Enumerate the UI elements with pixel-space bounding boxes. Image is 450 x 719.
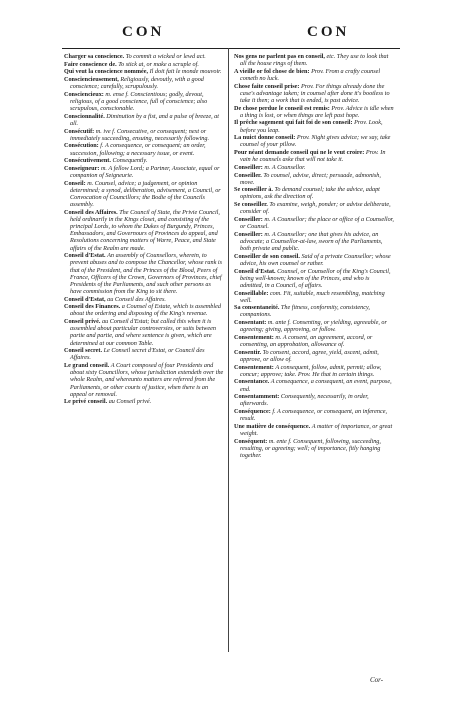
entry-definition: a Counsel of Estate, which is assembled about the ordering and disposing of the King's revenue. (70, 303, 221, 318)
entry-headword: Consciencieux: (64, 90, 104, 98)
entry-definition: Prov. For things already done the case's advantage taken; in counsel after done it's bootless to take it then; a work that is ended, is past advice. (240, 82, 390, 104)
entry-definition: To counsel, advise, direct; persuade, admonish, move. (240, 171, 381, 186)
entry-definition: Diminution by a fist, and a pulse of breeze, at all. (70, 112, 219, 127)
entry-headword: Le privé conseil. (64, 398, 108, 406)
dictionary-entry (64, 347, 224, 361)
entry-definition: A Court composed of four Presidents and about sixty Councillors, whose jurisdiction extendeth over the whole Realm, and whereunto matters are referred from the Parliaments, or other courts of justice, when there is an appeal or removal. (70, 362, 224, 398)
entry-headword: Une matière de conséquence. (234, 422, 311, 430)
entry-headword: Nos gens ne parlent pas en conseil, (234, 53, 325, 60)
dictionary-entry (234, 253, 394, 267)
entry-definition: m. ense f. Conscientious; godly, devout, religious, of a good conscience, full of conscience; also scrupulous, conscionable. (70, 90, 208, 113)
entry-headword: Consentamment: (234, 393, 280, 401)
entry-headword: Conseiller: (234, 163, 263, 171)
dictionary-entry (234, 216, 394, 230)
dictionary-entry (64, 303, 224, 317)
entry-definition: An assembly of Counsellors, wherein, to prevent abuses and to compose the Chancellor, whose rank is that of the President, and the Princes of the Blood, Peers of France, Officers of the Crown, Governors of Provinces, chief Presidents of the Parliaments, and such other persons as have commission from the King to sit there. (70, 252, 223, 295)
entry-definition: To examine, weigh, ponder; or advise deliberate, consider of. (240, 201, 391, 216)
entry-definition: m. Counsel, advice; a judgement, or opinion determined; a synod, deliberation, advisement, a Council, or Convocation of Councillors; the Bodie of the Councils assembly. (70, 179, 221, 209)
entry-headword: Consécutivement. (64, 157, 111, 165)
entry-definition: A matter of importance, or great weight. (240, 422, 393, 437)
entry-headword: Conseil d'Estat. (64, 252, 106, 260)
entry-definition: Prov. Look, before you leap. (240, 119, 383, 134)
entry-definition: m. A fellow Lord; a Partner, Associate, equal or companion of Seigneurie. (70, 164, 220, 179)
dictionary-entry (64, 157, 224, 164)
dictionary-entry (64, 113, 224, 127)
entry-headword: Conseillable: (234, 289, 269, 297)
entry-definition: A consequent, follow, admit, permit; allow, concur; approve; take. Prov. He that in certain things. (240, 363, 382, 378)
entry-headword: Consentir. (234, 348, 262, 356)
entry-definition: m. A Counsellor; one that gives his advice, an advocate; a Counsellor-at-law, sworn of the Parliaments, both private and public. (240, 230, 383, 253)
entry-headword: Consécution: (64, 142, 99, 150)
entry-headword: Consentement: (234, 333, 274, 341)
dictionary-entry (64, 318, 224, 347)
entry-definition: m. ive f. Consecutive, or consequent; next or immediately succeeding, ensuing, necessarily following. (70, 127, 210, 142)
entry-headword: Consciencieusement, (64, 75, 119, 83)
dictionary-entry (234, 319, 394, 333)
entry-headword: Le grand conseil. (64, 362, 110, 370)
entry-headword: Faire conscience de. (64, 60, 117, 68)
dictionary-entry (64, 128, 224, 142)
dictionary-entry (234, 334, 394, 348)
entry-definition: To consent, accord, agree, yield, ascent, admit, approve, or allow of. (240, 348, 379, 363)
entry-headword: Qui veut la conscience nommée, (64, 68, 149, 76)
dictionary-entry (234, 423, 394, 437)
entry-definition: A consequence, a consequent, an event, purpose, end. (240, 378, 392, 393)
dictionary-entry (234, 231, 394, 252)
dictionary-entry (234, 164, 394, 171)
entry-headword: Conseil des Affaires. (64, 208, 118, 216)
dictionary-entry (64, 180, 224, 209)
entry-headword: Conseiller: (234, 215, 263, 223)
entry-headword: Conseiller: (234, 230, 263, 238)
dictionary-entry (234, 186, 394, 200)
entry-definition: f. A consequence, or consequent, an inference, result. (240, 408, 387, 423)
entry-headword: Consentance. (234, 378, 270, 386)
dictionary-entry (234, 393, 394, 407)
entry-headword: Conseiller de son conseil. (234, 252, 300, 260)
entry-headword: De chose perdue le conseil est remis: (234, 104, 330, 112)
right-column (234, 53, 394, 460)
entry-headword: Se conseiller à. (234, 186, 273, 194)
left-column (64, 53, 224, 406)
entry-definition: Counsel, or Counsellor of the King's Council, being well-known; known of the Princes, and who is admitted, in a Council, of affairs. (240, 267, 391, 289)
dictionary-entry (234, 119, 394, 133)
entry-headword: Charger sa conscience. (64, 53, 125, 60)
dictionary-entry (64, 91, 224, 112)
catchword: Cor- (370, 676, 384, 684)
dictionary-entry (64, 76, 224, 90)
dictionary-entry (64, 142, 224, 156)
running-head (62, 24, 400, 46)
entry-definition: To demand counsel; take the advice, adapt opinions, ask the direction of. (240, 186, 380, 201)
dictionary-entry (64, 68, 224, 75)
dictionary-entry (234, 105, 394, 119)
entry-headword: Conseil d'Estat, (64, 295, 106, 303)
entry-definition: m. ante f. Consenting, or yielding, agreeable, or agreeing; giving, approving, or follow. (240, 319, 387, 334)
dictionary-entry (64, 165, 224, 179)
dictionary-entry (234, 364, 394, 378)
dictionary-entry (64, 252, 224, 295)
entry-headword: Conseil secret. (64, 347, 103, 355)
entry-definition: Consequently, necessarily, in order, afterwards. (240, 393, 369, 408)
entry-definition: Consequently. (112, 157, 148, 165)
entry-definition: Prov. Night gives advice; we say, take counsel of your pillow. (240, 134, 391, 149)
entry-headword: Conséquent: (234, 437, 268, 445)
entry-headword: Conseil d'Estat. (234, 267, 276, 275)
entry-headword: Conseil: (64, 179, 86, 187)
entry-definition: etc. They use to look that all the house rings of them. (240, 53, 389, 68)
entry-headword: Conscionnalité. (64, 112, 105, 120)
dictionary-entry (234, 304, 394, 318)
entry-headword: Conseil privé. (64, 318, 101, 326)
running-head-left: CON (122, 24, 165, 40)
entry-headword: Consentant: (234, 319, 267, 327)
entry-definition: m. A Counsellor; the place or office of a Counsellor, or Counsel. (240, 215, 394, 231)
entry-headword: Il prêche sagement qui fait foi de son conseil: (234, 119, 353, 127)
entry-headword: Sa consentaneité. (234, 304, 280, 312)
entry-definition: To stick at, or make a scruple of. (118, 60, 199, 68)
entry-headword: Chose faite conseil prise: (234, 82, 300, 90)
entry-definition: Le Conseil secret d'Estat, or Council des Affaires. (70, 347, 205, 362)
entry-definition: To commit a wicked or lewd act. (125, 53, 206, 60)
entry-headword: Se conseiller. (234, 201, 268, 209)
entry-definition: m. A consent, an agreement, accord, or consenting, an approbation, allowance of. (240, 333, 373, 349)
dictionary-entry (234, 53, 394, 67)
entry-headword: Conseil des Finances. (64, 303, 121, 311)
dictionary-entry (234, 83, 394, 104)
dictionary-entry (234, 172, 394, 186)
entry-definition: com. Fit, suitable, much resembling, matching well. (240, 289, 385, 304)
dictionary-entry (64, 398, 224, 405)
entry-definition: Prov. From a crafty counsel cometh no luck. (240, 67, 381, 82)
dictionary-entry (234, 149, 394, 163)
dictionary-entry (234, 290, 394, 304)
entry-definition: au Conseil d'Estat; but called this when it is assembled about particular controversies, or suits between partie and partie, and where sentence is given, which are determined at our common Table. (70, 318, 217, 347)
entry-definition: m. A Counsellor. (264, 163, 306, 171)
entry-headword: Consentement: (234, 363, 274, 371)
entry-headword: Pour néant demande conseil qui ne le veut croire: (234, 149, 365, 157)
entry-definition: Said of a private Counsellor; whose advice, his own counsel or rather. (240, 252, 391, 267)
entry-headword: La nuict donne conseil: (234, 134, 296, 142)
dictionary-entry (234, 378, 394, 392)
entry-headword: Conseigneur: (64, 164, 100, 172)
entry-definition: Il doit fait le monde mouvoir. (149, 68, 222, 76)
column-divider (228, 48, 229, 652)
entry-definition: Religiously, devoutly, with a good conscience; carefully, scrupulously. (70, 75, 204, 91)
entry-definition: f. A consequence, or consequent; an order, succession, following; a necessary issue, or event. (70, 142, 206, 157)
dictionary-entry (64, 362, 224, 398)
entry-definition: au Conseil privé. (108, 398, 152, 406)
dictionary-entry (234, 408, 394, 422)
entry-definition: m. ente f. Consequent, following, succeeding, resulting, or agreeing; well; of importance, fitly hanging together. (240, 437, 381, 459)
entry-headword: A vieille or fol chose de bien: (234, 67, 310, 75)
entry-headword: Consécutif: (64, 127, 95, 135)
running-head-right: CON (307, 24, 350, 40)
dictionary-entry (64, 53, 224, 60)
dictionary-entry (64, 296, 224, 303)
entry-definition: au Conseil des Affaires. (107, 295, 166, 303)
dictionary-entry (64, 209, 224, 252)
entry-headword: Conséquence: (234, 408, 271, 415)
dictionary-entry (64, 61, 224, 68)
entry-definition: The fitness, conformity, consistency, companions. (240, 304, 370, 319)
header-rule (62, 48, 400, 49)
entry-definition: Prov. In vain he counsels aske that will not take it. (240, 149, 386, 164)
entry-definition: The Council of State, the Privie Council, held ordinarily in the Kings closet, and consisting of the principal Lords, to whom the Dukes of Burgundy, Princes, Embassadors, and Governours of Provinces do appeal, and Resolutions concerning matters of Warre, Peace, and State affairs of the Realm are made. (70, 208, 220, 252)
dictionary-entry (234, 349, 394, 363)
entry-headword: Conseiller. (234, 171, 262, 179)
dictionary-entry (234, 68, 394, 82)
dictionary-entry (234, 201, 394, 215)
dictionary-entry (234, 134, 394, 148)
dictionary-entry (234, 268, 394, 289)
entry-definition: Prov. Advice is idle when a thing is lost, or when things are left past hope. (240, 104, 394, 119)
dictionary-entry (234, 438, 394, 459)
